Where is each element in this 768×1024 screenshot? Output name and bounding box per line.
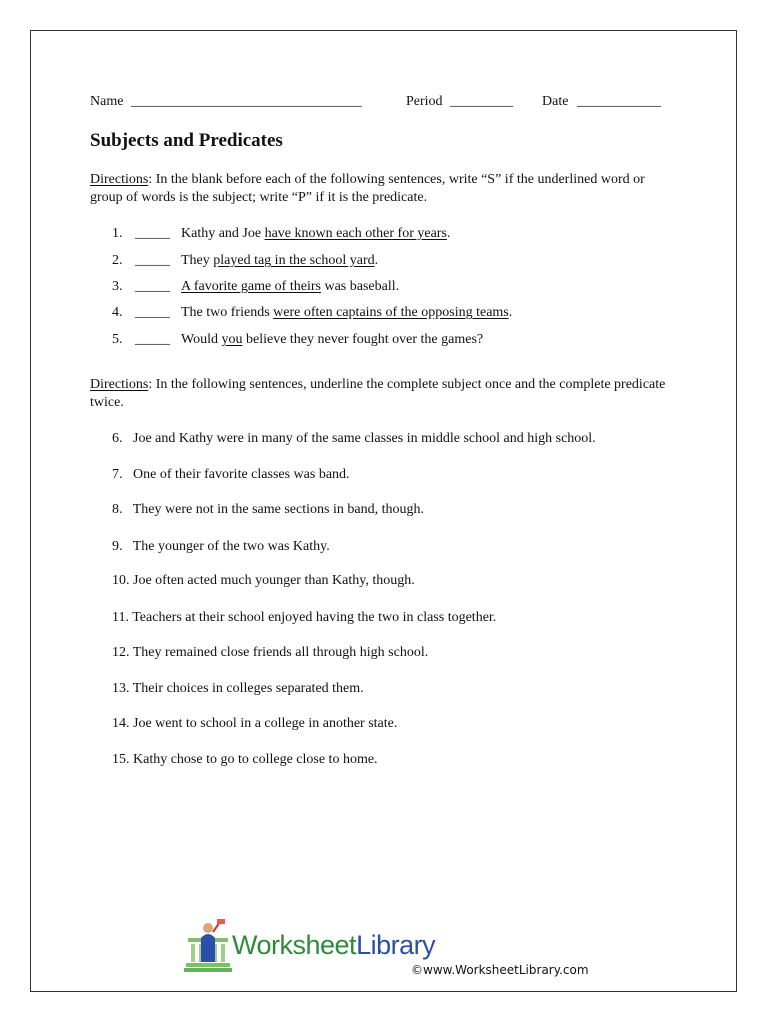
directions-1-text: : In the blank before each of the following sentences, write “S” if the underlined word or group of words is the subject; write “P” if it is the predicate. <box>90 172 645 205</box>
sentence-item: 15. Kathy chose to go to college close to home. <box>112 752 378 767</box>
logo-text <box>232 930 435 961</box>
sentence-item: 6. Joe and Kathy were in many of the same classes in middle school and high school. <box>112 431 596 446</box>
library-building-icon <box>184 918 232 972</box>
sentence-item: 7. One of their favorite classes was band. <box>112 467 350 482</box>
sentence-item <box>112 304 512 322</box>
answer-blank[interactable]: _____ <box>135 279 170 294</box>
underlined-phrase: have known each other for years <box>264 226 447 241</box>
sentence-item: 8. They were not in the same sections in band, though. <box>112 502 424 517</box>
directions-2-label: Directions <box>90 377 149 392</box>
date-label: Date <box>542 94 569 109</box>
worksheet-library-logo <box>184 918 436 972</box>
name-blank: _________________________________ <box>131 94 362 109</box>
directions-2 <box>90 376 680 412</box>
item-number: 2. <box>112 253 123 268</box>
sentence-text: Would <box>181 332 222 347</box>
sentence-item: 14. Joe went to school in a college in another state. <box>112 716 398 731</box>
sentence-text: believe they never fought over the games? <box>242 332 484 347</box>
answer-blank[interactable]: _____ <box>135 226 170 241</box>
item-number: 3. <box>112 279 123 294</box>
underlined-phrase: you <box>221 332 243 347</box>
period-blank: _________ <box>450 94 513 109</box>
copyright-link[interactable]: ©www.WorksheetLibrary.com <box>411 963 589 977</box>
sentence-item <box>112 225 450 243</box>
underlined-phrase: played tag in the school yard <box>213 253 375 268</box>
answer-blank[interactable]: _____ <box>135 332 170 347</box>
sentence-item: 11. Teachers at their school enjoyed having the two in class together. <box>112 610 497 625</box>
sentence-text: . <box>446 226 451 241</box>
period-label: Period <box>406 94 443 109</box>
logo-word-library: Library <box>356 930 436 960</box>
directions-2-text: : In the following sentences, underline the complete subject once and the complete predicate twice. <box>90 377 666 410</box>
logo-word-worksheet: Worksheet <box>232 930 357 960</box>
directions-1-label: Directions <box>90 172 149 187</box>
item-number: 5. <box>112 332 123 347</box>
sentence-item: 12. They remained close friends all through high school. <box>112 645 429 660</box>
sentence-text: Kathy and Joe <box>181 226 265 241</box>
sentence-text: . <box>508 305 513 320</box>
sentence-item: 13. Their choices in colleges separated them. <box>112 681 364 696</box>
sentence-text: The two friends <box>181 305 274 320</box>
underlined-phrase: were often captains of the opposing teams <box>273 305 509 320</box>
sentence-item <box>112 278 399 296</box>
answer-blank[interactable]: _____ <box>135 305 170 320</box>
page-title: Subjects and Predicates <box>90 130 283 151</box>
underlined-phrase: A favorite game of theirs <box>181 279 321 294</box>
answer-blank[interactable]: _____ <box>135 253 170 268</box>
sentence-item <box>112 331 483 349</box>
sentence-item: 10. Joe often acted much younger than Kathy, though. <box>112 573 415 588</box>
sentence-item: 9. The younger of the two was Kathy. <box>112 539 330 554</box>
item-number: 4. <box>112 305 123 320</box>
item-number: 1. <box>112 226 123 241</box>
sentence-text: . <box>374 253 379 268</box>
name-label: Name <box>90 94 124 109</box>
date-blank: ____________ <box>577 94 661 109</box>
directions-1 <box>90 171 680 207</box>
sentence-text: They <box>181 253 214 268</box>
sentence-text: was baseball. <box>320 279 400 294</box>
sentence-item <box>112 252 378 270</box>
